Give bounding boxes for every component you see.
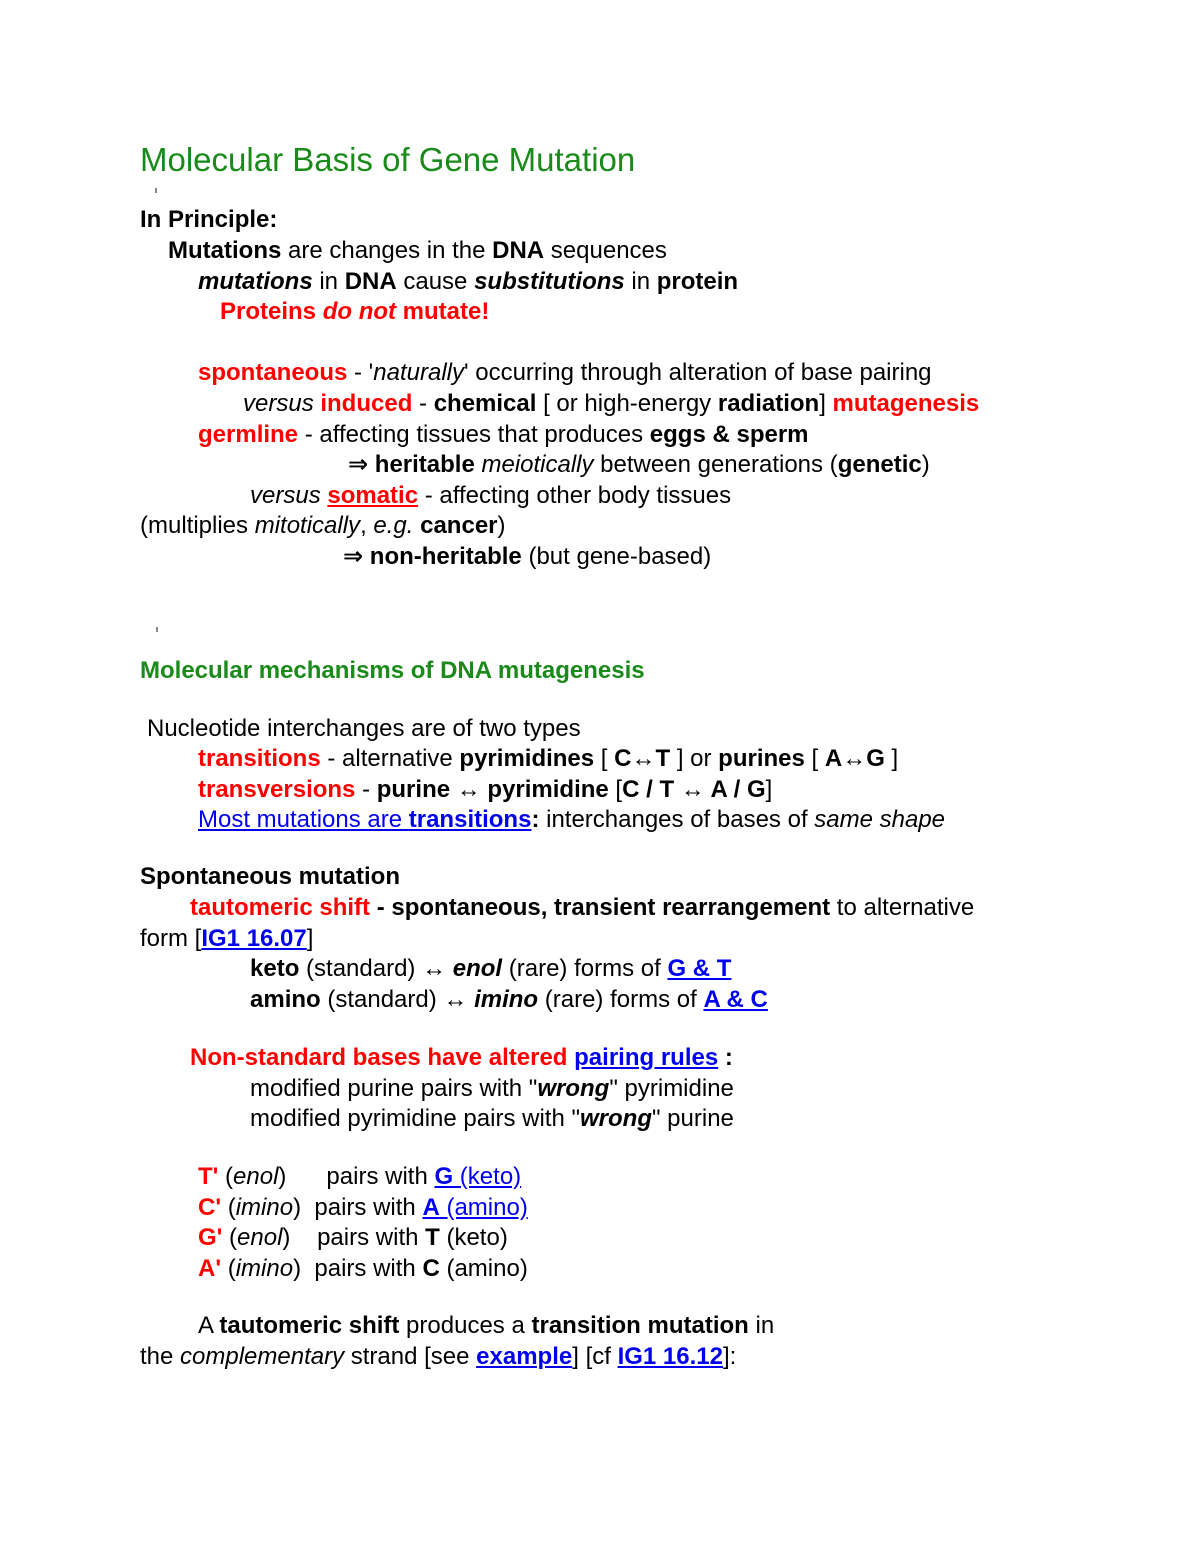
term: spontaneous, transient rearrangement [391,894,831,921]
text: - alternative [320,745,460,772]
text: (amino) [439,1255,528,1282]
term: tautomeric shift [219,1312,400,1339]
ig1-16-12-link[interactable]: IG1 16.12 [617,1343,723,1370]
term: mutagenesis [832,390,980,417]
emphasis: meiotically [481,451,594,478]
text: ] or [670,745,719,772]
text: - affecting tissues that produces [298,421,650,448]
text: ) pairs with [293,1194,423,1221]
term: radiation [717,390,820,417]
text: (but gene-based) [521,543,712,570]
text: ) [497,512,506,539]
text: (keto) [439,1224,508,1251]
text: ] [cf [572,1343,618,1370]
summary-line-2 [140,1342,736,1372]
text: ) [921,451,930,478]
principle-line-5 [243,389,979,419]
text: " purine [651,1105,734,1132]
text: mutate! [396,298,490,325]
term: enol [452,955,503,982]
term: amino [250,986,321,1013]
term: transitions [198,745,321,772]
term: purines [718,745,805,772]
principle-line-9 [140,511,506,541]
principle-line-4 [198,358,932,388]
emphasis: enol [237,1224,283,1251]
text: (rare) forms of [502,955,668,982]
text: - ' [347,359,374,386]
text: (standard) ↔ [299,955,453,982]
text: ]: [723,1343,737,1370]
pairing-row-t [198,1162,521,1192]
term: substitutions [474,268,625,295]
mechanisms-line-1: Nucleotide interchanges are of two types [147,715,581,742]
emphasis: mitotically [254,512,361,539]
text: ] [819,390,833,417]
term: tautomeric shift [190,894,371,921]
spontaneous-line-1 [190,893,974,923]
term: C / T ↔ A / G [622,776,766,803]
text: interchanges of bases of [539,806,815,833]
emphasis: complementary [180,1343,345,1370]
text: ) pairs with [278,1163,435,1190]
term: DNA [344,268,397,295]
bullet-mark [156,627,158,632]
text: between generations ( [593,451,838,478]
term: ⇒ heritable [348,451,475,478]
text: (multiplies [140,512,255,539]
page-title: Molecular Basis of Gene Mutation [140,141,636,178]
text: A [198,1312,220,1339]
transitions-link[interactable]: transitions [408,806,532,833]
term: A↔G [824,745,885,772]
text: ] [306,925,314,952]
bullet-mark [155,188,157,193]
term: ⇒ non-heritable [343,543,522,570]
term: mutations [198,268,313,295]
base: C' [198,1194,222,1221]
spontaneous-line-5 [190,1043,733,1073]
base: T [425,1224,440,1251]
text: to alternative [830,894,975,921]
text: - [355,776,377,803]
term: C↔T [614,745,671,772]
text: modified purine pairs with " [250,1075,538,1102]
base: T' [198,1163,219,1190]
text: [ or high-energy [536,390,718,417]
emphasis: enol [233,1163,279,1190]
text: are changes in the [281,237,493,264]
term: germline [198,421,299,448]
principle-line-8 [250,481,731,511]
text: modified pyrimidine pairs with " [250,1105,580,1132]
text: - [370,894,392,921]
text: produces a [399,1312,532,1339]
text: - affecting other body tissues [418,482,732,509]
term: Mutations [168,237,282,264]
g-and-t-link[interactable]: G & T [667,955,732,982]
principle-line-3 [220,297,489,327]
text: [ [608,776,623,803]
text: ( [221,1255,236,1282]
section-heading-mechanisms: Molecular mechanisms of DNA mutagenesis [140,657,645,684]
spontaneous-line-6 [250,1074,734,1104]
g-keto-link[interactable]: G [434,1163,454,1190]
pairing-row-a [198,1254,528,1284]
term: induced [313,390,413,417]
text: " pyrimidine [609,1075,734,1102]
principle-line-1 [168,236,667,266]
term: purine ↔ pyrimidine [376,776,609,803]
section-heading-principle: In Principle: [140,206,278,233]
term: chemical [433,390,537,417]
base: C [422,1255,440,1282]
base: G' [198,1224,223,1251]
term: eggs & sperm [649,421,809,448]
term: keto [250,955,300,982]
text: (standard) ↔ [320,986,475,1013]
text: strand [see [344,1343,477,1370]
text: : [531,806,540,833]
pairing-row-c [198,1193,528,1223]
emphasis: naturally [373,359,464,386]
term: genetic [837,451,922,478]
emphasis: versus [250,482,321,509]
emphasis: do not [322,298,397,325]
mechanisms-line-3 [198,775,772,805]
example-link[interactable]: example [476,1343,573,1370]
term: spontaneous [198,359,348,386]
spontaneous-line-4 [250,985,768,1015]
principle-line-2 [198,267,738,297]
principle-line-7 [348,450,930,480]
base: A' [198,1255,222,1282]
term: Non-standard bases have altered [190,1044,575,1071]
text: ) pairs with [282,1224,426,1251]
text: ( [221,1194,236,1221]
term: protein [656,268,739,295]
emphasis: imino [235,1255,294,1282]
emphasis: wrong [579,1105,652,1132]
text: (rare) forms of [538,986,704,1013]
text: ' occurring through alteration of base pairing [463,359,932,386]
text: ( [218,1163,234,1190]
principle-line-10 [343,542,711,572]
a-amino-link[interactable]: A [422,1194,440,1221]
text: form [ [140,925,202,952]
spontaneous-line-7 [250,1104,734,1134]
mechanisms-line-2 [198,744,898,774]
term: DNA [492,237,545,264]
text: ( [222,1224,238,1251]
text: , [360,512,374,539]
text: the [140,1343,181,1370]
term: imino [474,986,539,1013]
emphasis: e.g. [373,512,414,539]
text: ] [884,745,899,772]
spontaneous-line-3 [250,954,731,984]
emphasis: versus [243,390,314,417]
pairing-row-g [198,1223,508,1253]
section-heading-spontaneous: Spontaneous mutation [140,863,400,890]
text: cause [396,268,475,295]
summary-line-1 [198,1311,774,1341]
text: sequences [544,237,667,264]
g-keto-link-suffix[interactable]: (keto) [453,1163,522,1190]
mechanisms-line-4 [198,805,945,835]
a-amino-link-suffix[interactable]: (amino) [439,1194,528,1221]
text: in [312,268,345,295]
text: : [718,1044,733,1071]
text: - [412,390,434,417]
text: in [748,1312,775,1339]
principle-line-6 [198,420,809,450]
term: cancer [420,512,498,539]
most-mutations-link[interactable]: Most mutations are [198,806,409,833]
term: transversions [198,776,356,803]
somatic-link[interactable]: somatic [327,482,419,509]
term: transition mutation [531,1312,749,1339]
a-and-c-link[interactable]: A & C [703,986,768,1013]
emphasis: wrong [537,1075,610,1102]
text: Proteins [220,298,323,325]
ig1-16-07-link[interactable]: IG1 16.07 [201,925,307,952]
text: ) pairs with [293,1255,423,1282]
text: in [624,268,657,295]
term: pyrimidines [459,745,595,772]
spontaneous-line-2 [140,924,313,954]
pairing-rules-link[interactable]: pairing rules [574,1044,719,1071]
text: [ [804,745,825,772]
emphasis: same shape [814,806,946,833]
text: [ [594,745,615,772]
text: ] [765,776,773,803]
emphasis: imino [235,1194,294,1221]
